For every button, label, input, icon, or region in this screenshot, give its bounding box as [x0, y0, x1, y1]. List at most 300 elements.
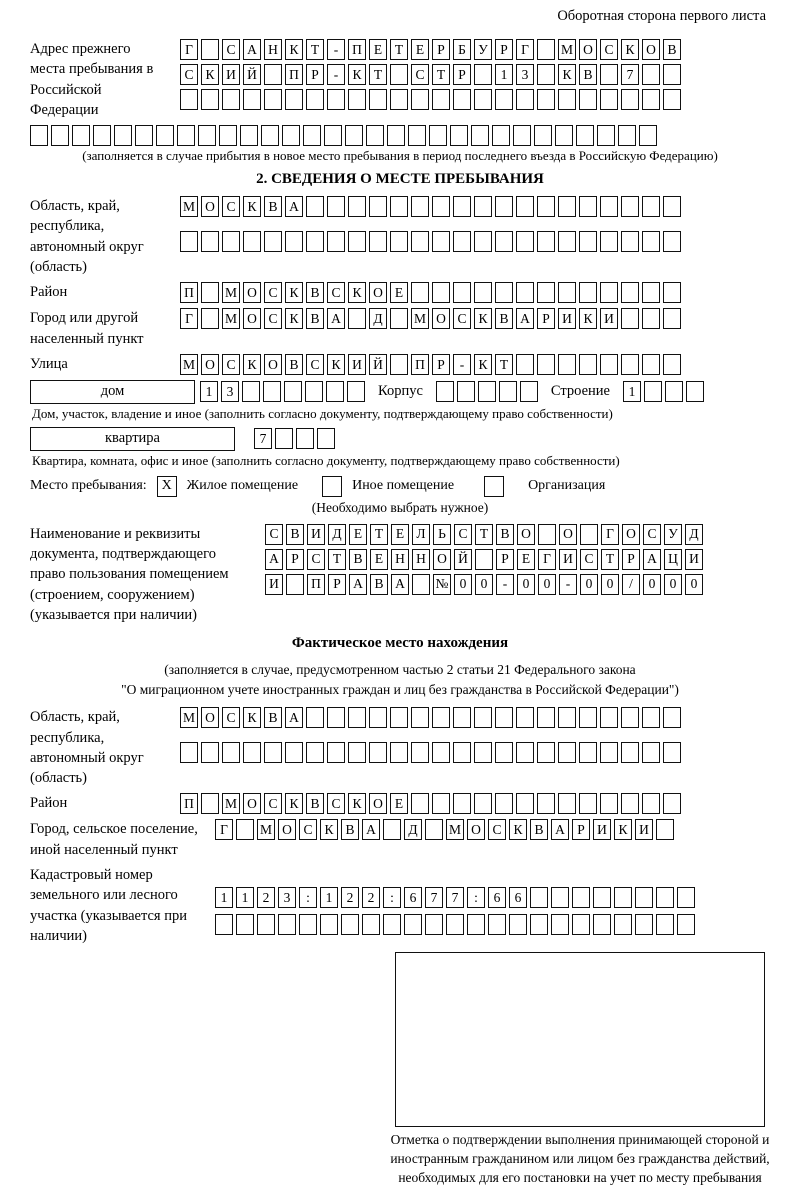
- char-box[interactable]: [579, 793, 597, 814]
- char-box[interactable]: [579, 196, 597, 217]
- char-box[interactable]: К: [348, 64, 366, 85]
- char-box[interactable]: П: [180, 282, 198, 303]
- char-box[interactable]: [327, 231, 345, 252]
- char-box[interactable]: [264, 89, 282, 110]
- char-box[interactable]: К: [243, 707, 261, 728]
- char-box[interactable]: [432, 196, 450, 217]
- char-box[interactable]: [516, 793, 534, 814]
- char-box[interactable]: В: [264, 707, 282, 728]
- char-box[interactable]: Т: [328, 549, 346, 570]
- char-box[interactable]: М: [446, 819, 464, 840]
- char-box[interactable]: В: [341, 819, 359, 840]
- char-box[interactable]: [180, 231, 198, 252]
- char-box[interactable]: В: [306, 282, 324, 303]
- char-box[interactable]: [222, 89, 240, 110]
- char-box[interactable]: [432, 793, 450, 814]
- char-box[interactable]: 0: [685, 574, 703, 595]
- char-box[interactable]: [264, 231, 282, 252]
- char-box[interactable]: [306, 231, 324, 252]
- char-box[interactable]: Д: [369, 308, 387, 329]
- char-box[interactable]: О: [369, 282, 387, 303]
- char-box[interactable]: В: [264, 196, 282, 217]
- char-box[interactable]: [369, 707, 387, 728]
- char-box[interactable]: 0: [454, 574, 472, 595]
- char-box[interactable]: [411, 707, 429, 728]
- char-box[interactable]: [537, 231, 555, 252]
- char-box[interactable]: Е: [411, 39, 429, 60]
- char-box[interactable]: Р: [622, 549, 640, 570]
- char-box[interactable]: [537, 354, 555, 375]
- char-box[interactable]: В: [496, 524, 514, 545]
- char-box[interactable]: С: [264, 793, 282, 814]
- char-box[interactable]: [348, 308, 366, 329]
- char-box[interactable]: К: [243, 196, 261, 217]
- char-box[interactable]: [621, 308, 639, 329]
- char-box[interactable]: [600, 231, 618, 252]
- char-box[interactable]: О: [622, 524, 640, 545]
- char-box[interactable]: О: [243, 282, 261, 303]
- char-box[interactable]: И: [265, 574, 283, 595]
- char-box[interactable]: [72, 125, 90, 146]
- char-box[interactable]: С: [306, 354, 324, 375]
- char-box[interactable]: В: [306, 308, 324, 329]
- char-box[interactable]: [642, 196, 660, 217]
- char-box[interactable]: Р: [453, 64, 471, 85]
- char-box[interactable]: 6: [509, 887, 527, 908]
- char-box[interactable]: [369, 231, 387, 252]
- char-box[interactable]: [285, 89, 303, 110]
- char-box[interactable]: Л: [412, 524, 430, 545]
- char-box[interactable]: У: [474, 39, 492, 60]
- char-box[interactable]: [275, 428, 293, 449]
- char-box[interactable]: О: [467, 819, 485, 840]
- char-box[interactable]: Е: [349, 524, 367, 545]
- char-box[interactable]: [404, 914, 422, 935]
- char-box[interactable]: [551, 887, 569, 908]
- char-box[interactable]: [621, 793, 639, 814]
- char-box[interactable]: Е: [390, 282, 408, 303]
- char-box[interactable]: [665, 381, 683, 402]
- char-box[interactable]: [327, 707, 345, 728]
- char-box[interactable]: Р: [328, 574, 346, 595]
- char-box[interactable]: [642, 64, 660, 85]
- char-box[interactable]: С: [264, 282, 282, 303]
- char-box[interactable]: [135, 125, 153, 146]
- char-box[interactable]: С: [265, 524, 283, 545]
- char-box[interactable]: В: [579, 64, 597, 85]
- char-box[interactable]: [516, 196, 534, 217]
- char-box[interactable]: [558, 742, 576, 763]
- char-box[interactable]: [242, 381, 260, 402]
- char-box[interactable]: [348, 89, 366, 110]
- char-box[interactable]: [432, 742, 450, 763]
- char-box[interactable]: А: [362, 819, 380, 840]
- char-box[interactable]: [555, 125, 573, 146]
- char-box[interactable]: [390, 742, 408, 763]
- char-box[interactable]: [453, 742, 471, 763]
- char-box[interactable]: Е: [369, 39, 387, 60]
- char-box[interactable]: 0: [475, 574, 493, 595]
- char-box[interactable]: [663, 793, 681, 814]
- char-box[interactable]: Т: [475, 524, 493, 545]
- char-box[interactable]: [614, 914, 632, 935]
- char-box[interactable]: К: [285, 282, 303, 303]
- char-box[interactable]: О: [201, 354, 219, 375]
- char-box[interactable]: [572, 914, 590, 935]
- char-box[interactable]: И: [348, 354, 366, 375]
- char-box[interactable]: П: [348, 39, 366, 60]
- char-box[interactable]: [383, 914, 401, 935]
- char-box[interactable]: [30, 125, 48, 146]
- char-box[interactable]: Г: [180, 308, 198, 329]
- char-box[interactable]: [475, 549, 493, 570]
- char-box[interactable]: [537, 196, 555, 217]
- char-box[interactable]: [408, 125, 426, 146]
- char-box[interactable]: В: [286, 524, 304, 545]
- char-box[interactable]: С: [411, 64, 429, 85]
- char-box[interactable]: А: [265, 549, 283, 570]
- char-box[interactable]: [383, 819, 401, 840]
- char-box[interactable]: [551, 914, 569, 935]
- char-box[interactable]: О: [559, 524, 577, 545]
- char-box[interactable]: К: [614, 819, 632, 840]
- char-box[interactable]: О: [243, 793, 261, 814]
- char-box[interactable]: [390, 64, 408, 85]
- char-box[interactable]: [467, 914, 485, 935]
- char-box[interactable]: А: [285, 707, 303, 728]
- char-box[interactable]: [495, 89, 513, 110]
- char-box[interactable]: П: [180, 793, 198, 814]
- char-box[interactable]: 7: [446, 887, 464, 908]
- char-box[interactable]: [642, 231, 660, 252]
- char-box[interactable]: [453, 231, 471, 252]
- char-box[interactable]: [642, 707, 660, 728]
- char-box[interactable]: [580, 524, 598, 545]
- char-box[interactable]: [453, 282, 471, 303]
- char-box[interactable]: [362, 914, 380, 935]
- char-box[interactable]: С: [222, 354, 240, 375]
- char-box[interactable]: К: [285, 308, 303, 329]
- char-box[interactable]: -: [559, 574, 577, 595]
- char-box[interactable]: Й: [243, 64, 261, 85]
- char-box[interactable]: Т: [495, 354, 513, 375]
- char-box[interactable]: [317, 428, 335, 449]
- char-box[interactable]: 2: [341, 887, 359, 908]
- char-box[interactable]: [201, 308, 219, 329]
- char-box[interactable]: С: [299, 819, 317, 840]
- char-box[interactable]: [327, 89, 345, 110]
- char-box[interactable]: [516, 742, 534, 763]
- char-box[interactable]: С: [600, 39, 618, 60]
- char-box[interactable]: [390, 354, 408, 375]
- char-box[interactable]: [348, 196, 366, 217]
- char-box[interactable]: 3: [221, 381, 239, 402]
- char-box[interactable]: 0: [538, 574, 556, 595]
- char-box[interactable]: Ц: [664, 549, 682, 570]
- char-box[interactable]: -: [496, 574, 514, 595]
- char-box[interactable]: [642, 308, 660, 329]
- char-box[interactable]: [579, 282, 597, 303]
- char-box[interactable]: А: [327, 308, 345, 329]
- char-box[interactable]: К: [558, 64, 576, 85]
- char-box[interactable]: М: [180, 707, 198, 728]
- char-box[interactable]: К: [243, 354, 261, 375]
- char-box[interactable]: Т: [369, 64, 387, 85]
- char-box[interactable]: [286, 574, 304, 595]
- char-box[interactable]: [572, 887, 590, 908]
- char-box[interactable]: [537, 707, 555, 728]
- char-box[interactable]: 0: [580, 574, 598, 595]
- char-box[interactable]: Е: [517, 549, 535, 570]
- char-box[interactable]: Й: [369, 354, 387, 375]
- char-box[interactable]: К: [509, 819, 527, 840]
- char-box[interactable]: [411, 231, 429, 252]
- char-box[interactable]: Г: [180, 39, 198, 60]
- char-box[interactable]: Т: [370, 524, 388, 545]
- char-box[interactable]: А: [551, 819, 569, 840]
- char-box[interactable]: [474, 64, 492, 85]
- checkbox-other-premises[interactable]: [322, 476, 342, 497]
- char-box[interactable]: [656, 887, 674, 908]
- char-box[interactable]: [201, 89, 219, 110]
- checkbox-organization[interactable]: [484, 476, 504, 497]
- char-box[interactable]: С: [580, 549, 598, 570]
- char-box[interactable]: М: [222, 793, 240, 814]
- char-box[interactable]: У: [664, 524, 682, 545]
- char-box[interactable]: [663, 282, 681, 303]
- char-box[interactable]: [656, 914, 674, 935]
- char-box[interactable]: [558, 89, 576, 110]
- char-box[interactable]: [593, 887, 611, 908]
- char-box[interactable]: [621, 354, 639, 375]
- char-box[interactable]: М: [411, 308, 429, 329]
- char-box[interactable]: [579, 354, 597, 375]
- char-box[interactable]: [663, 707, 681, 728]
- char-box[interactable]: Р: [306, 64, 324, 85]
- char-box[interactable]: [558, 282, 576, 303]
- char-box[interactable]: С: [222, 707, 240, 728]
- char-box[interactable]: [411, 196, 429, 217]
- char-box[interactable]: 6: [404, 887, 422, 908]
- char-box[interactable]: [663, 231, 681, 252]
- char-box[interactable]: [243, 231, 261, 252]
- char-box[interactable]: [348, 707, 366, 728]
- char-box[interactable]: [677, 914, 695, 935]
- char-box[interactable]: [597, 125, 615, 146]
- char-box[interactable]: М: [222, 282, 240, 303]
- char-box[interactable]: С: [453, 308, 471, 329]
- char-box[interactable]: [576, 125, 594, 146]
- char-box[interactable]: [579, 89, 597, 110]
- char-box[interactable]: [411, 89, 429, 110]
- char-box[interactable]: [513, 125, 531, 146]
- char-box[interactable]: Р: [432, 354, 450, 375]
- char-box[interactable]: [579, 231, 597, 252]
- char-box[interactable]: К: [474, 308, 492, 329]
- char-box[interactable]: [474, 196, 492, 217]
- char-box[interactable]: К: [348, 793, 366, 814]
- char-box[interactable]: К: [285, 39, 303, 60]
- char-box[interactable]: [299, 914, 317, 935]
- char-box[interactable]: М: [180, 354, 198, 375]
- char-box[interactable]: [453, 89, 471, 110]
- char-box[interactable]: И: [685, 549, 703, 570]
- char-box[interactable]: [642, 89, 660, 110]
- char-box[interactable]: 1: [623, 381, 641, 402]
- char-box[interactable]: [537, 39, 555, 60]
- char-box[interactable]: [222, 231, 240, 252]
- char-box[interactable]: [387, 125, 405, 146]
- char-box[interactable]: [180, 89, 198, 110]
- char-box[interactable]: О: [517, 524, 535, 545]
- char-box[interactable]: О: [243, 308, 261, 329]
- char-box[interactable]: 2: [257, 887, 275, 908]
- char-box[interactable]: А: [349, 574, 367, 595]
- char-box[interactable]: [243, 742, 261, 763]
- char-box[interactable]: Д: [685, 524, 703, 545]
- char-box[interactable]: [579, 742, 597, 763]
- char-box[interactable]: А: [285, 196, 303, 217]
- char-box[interactable]: [303, 125, 321, 146]
- char-box[interactable]: [474, 707, 492, 728]
- char-box[interactable]: С: [488, 819, 506, 840]
- char-box[interactable]: [621, 231, 639, 252]
- char-box[interactable]: [530, 887, 548, 908]
- char-box[interactable]: [516, 707, 534, 728]
- char-box[interactable]: [411, 742, 429, 763]
- char-box[interactable]: [488, 914, 506, 935]
- char-box[interactable]: С: [222, 39, 240, 60]
- char-box[interactable]: [429, 125, 447, 146]
- char-box[interactable]: [686, 381, 704, 402]
- char-box[interactable]: [614, 887, 632, 908]
- char-box[interactable]: О: [369, 793, 387, 814]
- char-box[interactable]: В: [349, 549, 367, 570]
- char-box[interactable]: К: [327, 354, 345, 375]
- char-box[interactable]: [306, 742, 324, 763]
- char-box[interactable]: [538, 524, 556, 545]
- char-box[interactable]: -: [327, 39, 345, 60]
- char-box[interactable]: [198, 125, 216, 146]
- char-box[interactable]: М: [558, 39, 576, 60]
- char-box[interactable]: 2: [362, 887, 380, 908]
- char-box[interactable]: [446, 914, 464, 935]
- char-box[interactable]: [236, 819, 254, 840]
- char-box[interactable]: [474, 89, 492, 110]
- char-box[interactable]: [663, 308, 681, 329]
- char-box[interactable]: К: [201, 64, 219, 85]
- checkbox-residential[interactable]: X: [157, 476, 177, 497]
- char-box[interactable]: [327, 196, 345, 217]
- char-box[interactable]: А: [516, 308, 534, 329]
- char-box[interactable]: 0: [643, 574, 661, 595]
- char-box[interactable]: [537, 742, 555, 763]
- char-box[interactable]: [425, 819, 443, 840]
- char-box[interactable]: К: [348, 282, 366, 303]
- char-box[interactable]: [558, 354, 576, 375]
- char-box[interactable]: [219, 125, 237, 146]
- char-box[interactable]: И: [222, 64, 240, 85]
- char-box[interactable]: [558, 196, 576, 217]
- char-box[interactable]: [264, 64, 282, 85]
- char-box[interactable]: О: [579, 39, 597, 60]
- char-box[interactable]: [156, 125, 174, 146]
- char-box[interactable]: [285, 231, 303, 252]
- char-box[interactable]: Й: [454, 549, 472, 570]
- char-box[interactable]: С: [264, 308, 282, 329]
- char-box[interactable]: [201, 282, 219, 303]
- char-box[interactable]: [201, 742, 219, 763]
- char-box[interactable]: [305, 381, 323, 402]
- char-box[interactable]: 1: [236, 887, 254, 908]
- char-box[interactable]: [642, 742, 660, 763]
- char-box[interactable]: С: [180, 64, 198, 85]
- char-box[interactable]: [618, 125, 636, 146]
- char-box[interactable]: [282, 125, 300, 146]
- char-box[interactable]: [222, 742, 240, 763]
- char-box[interactable]: [236, 914, 254, 935]
- char-box[interactable]: [516, 282, 534, 303]
- char-box[interactable]: С: [643, 524, 661, 545]
- char-box[interactable]: О: [642, 39, 660, 60]
- char-box[interactable]: [495, 793, 513, 814]
- char-box[interactable]: 1: [495, 64, 513, 85]
- char-box[interactable]: [495, 282, 513, 303]
- char-box[interactable]: Г: [215, 819, 233, 840]
- char-box[interactable]: Е: [391, 524, 409, 545]
- char-box[interactable]: О: [264, 354, 282, 375]
- char-box[interactable]: М: [180, 196, 198, 217]
- char-box[interactable]: [516, 354, 534, 375]
- char-box[interactable]: [600, 196, 618, 217]
- char-box[interactable]: [412, 574, 430, 595]
- char-box[interactable]: [327, 742, 345, 763]
- char-box[interactable]: [263, 381, 281, 402]
- char-box[interactable]: [369, 742, 387, 763]
- char-box[interactable]: 7: [254, 428, 272, 449]
- char-box[interactable]: [499, 381, 517, 402]
- char-box[interactable]: [621, 196, 639, 217]
- char-box[interactable]: О: [433, 549, 451, 570]
- char-box[interactable]: [644, 381, 662, 402]
- char-box[interactable]: Г: [601, 524, 619, 545]
- char-box[interactable]: [478, 381, 496, 402]
- char-box[interactable]: [495, 742, 513, 763]
- char-box[interactable]: [366, 125, 384, 146]
- char-box[interactable]: [432, 231, 450, 252]
- char-box[interactable]: [278, 914, 296, 935]
- char-box[interactable]: О: [278, 819, 296, 840]
- char-box[interactable]: И: [559, 549, 577, 570]
- char-box[interactable]: Т: [390, 39, 408, 60]
- char-box[interactable]: [642, 354, 660, 375]
- char-box[interactable]: [509, 914, 527, 935]
- char-box[interactable]: [425, 914, 443, 935]
- char-box[interactable]: 0: [601, 574, 619, 595]
- char-box[interactable]: [537, 64, 555, 85]
- char-box[interactable]: [600, 282, 618, 303]
- char-box[interactable]: [495, 231, 513, 252]
- char-box[interactable]: К: [320, 819, 338, 840]
- char-box[interactable]: [114, 125, 132, 146]
- char-box[interactable]: Р: [432, 39, 450, 60]
- char-box[interactable]: [201, 231, 219, 252]
- char-box[interactable]: [621, 707, 639, 728]
- char-box[interactable]: [390, 308, 408, 329]
- char-box[interactable]: [177, 125, 195, 146]
- char-box[interactable]: 0: [664, 574, 682, 595]
- char-box[interactable]: [537, 793, 555, 814]
